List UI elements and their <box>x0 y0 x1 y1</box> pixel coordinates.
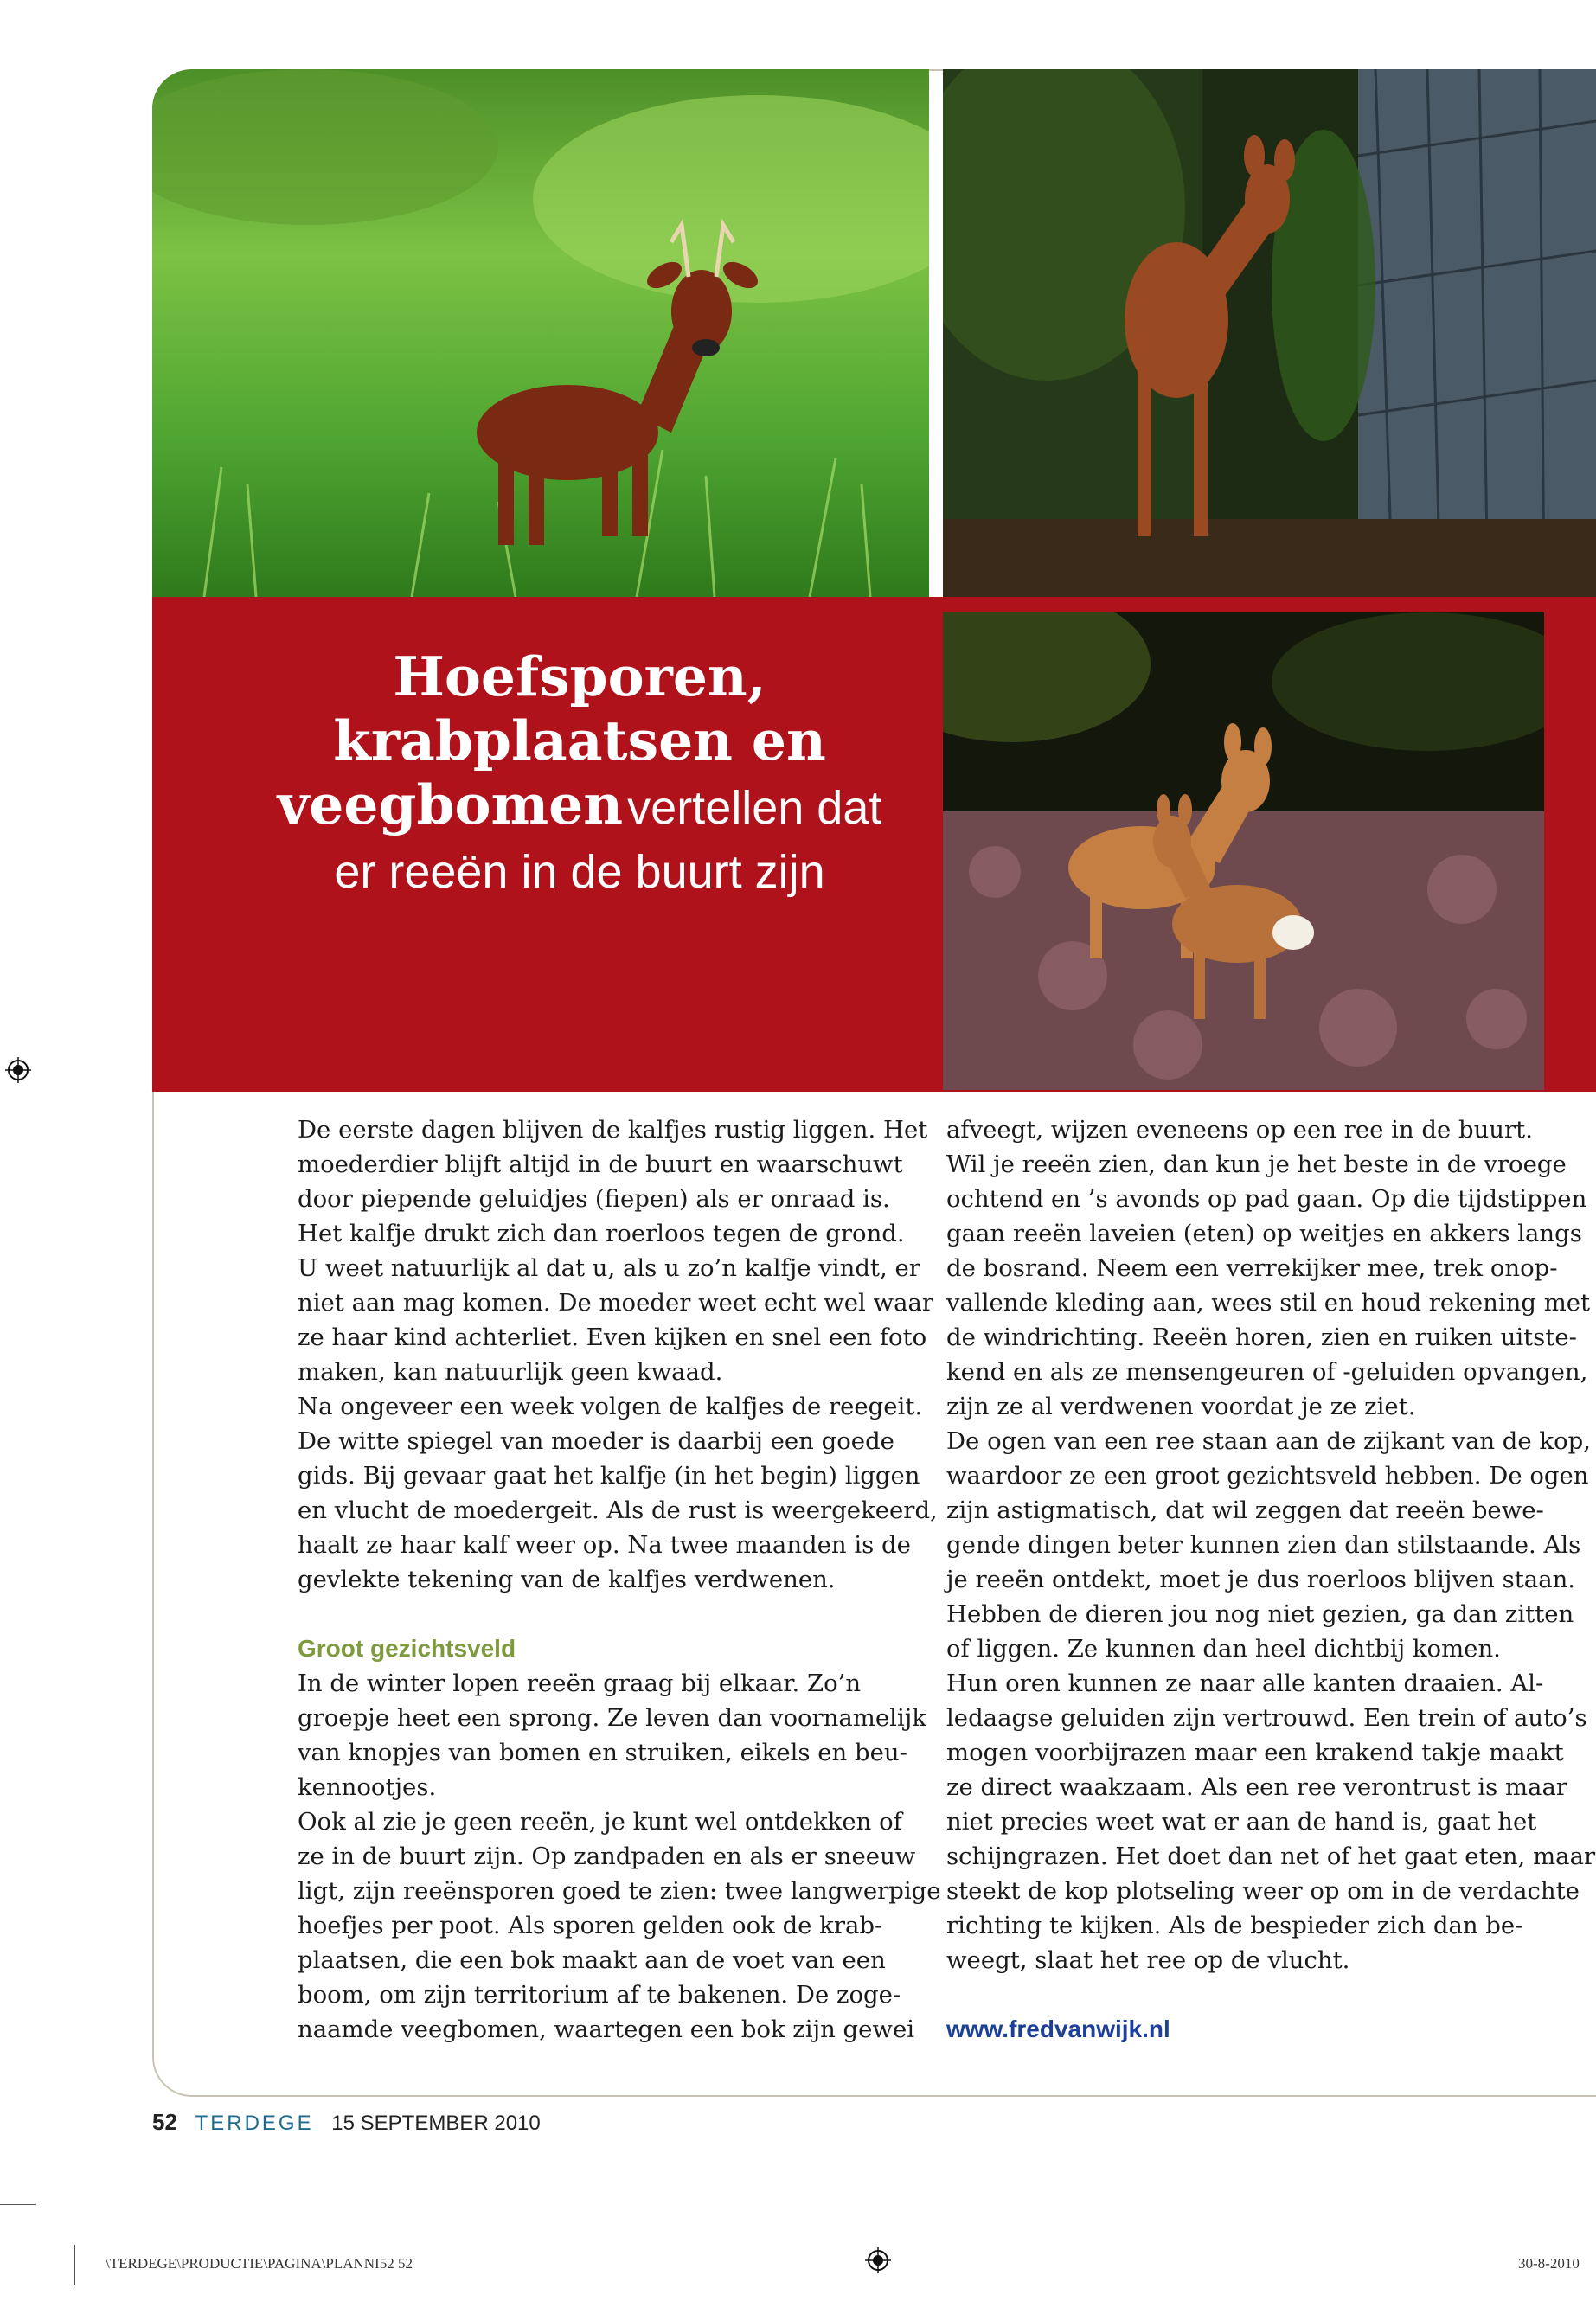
body-line: ledaagse geluiden zijn vertrouwd. Een trein of auto’s <box>946 1704 1587 1732</box>
body-line: je reeën ontdekt, moet je dus roerloos blijven staan. <box>946 1566 1576 1593</box>
website-link[interactable]: www.fredvanwijk.nl <box>946 2016 1170 2042</box>
body-line: De eerste dagen blijven de kalfjes rustig liggen. Het <box>298 1116 928 1144</box>
article-column-2 <box>946 1112 1596 2047</box>
body-line: vallende kleding aan, wees stil en houd rekening met <box>946 1289 1591 1317</box>
body-line: schijngrazen. Het doet dan net of het gaat eten, maar <box>946 1843 1596 1870</box>
body-line: Ook al zie je geen reeën, je kunt wel ontdekken of <box>298 1808 902 1836</box>
body-line: moederdier blijft altijd in de buurt en waarschuwt <box>298 1150 903 1178</box>
issue-date: 15 SEPTEMBER 2010 <box>331 2112 541 2135</box>
body-line: maken, kan natuurlijk geen kwaad. <box>298 1358 723 1386</box>
body-line: afveegt, wijzen eveneens op een ree in de buurt. <box>946 1116 1533 1144</box>
body-line: plaatsen, die een bok maakt aan de voet van een <box>298 1946 886 1974</box>
headline-line4: er reeën in de buurt zijn <box>334 846 825 898</box>
registration-mark-icon <box>865 2247 891 2273</box>
body-line: gaan reeën laveien (eten) op weitjes en akkers langs <box>946 1220 1582 1247</box>
headline-line2: krabplaatsen en <box>333 708 826 772</box>
body-line: gevlekte tekening van de kalfjes verdwenen. <box>298 1566 836 1593</box>
print-slug-path: \TERDEGE\PRODUCTIE\PAGINA\PLANNI52 52 <box>106 2255 413 2272</box>
body-line: haalt ze haar kalf weer op. Na twee maanden is de <box>298 1531 911 1559</box>
body-line: ligt, zijn reeënsporen goed te zien: twee langwerpige <box>298 1877 941 1905</box>
page-number: 52 <box>152 2109 177 2135</box>
body-line: De witte spiegel van moeder is daarbij een goede <box>298 1427 894 1455</box>
body-line: ze direct waakzaam. Als een ree verontrust is maar <box>946 1773 1567 1801</box>
print-slug-date: 30-8-2010 <box>1518 2255 1580 2272</box>
body-line: de bosrand. Neem een verrekijker mee, trek onop- <box>946 1254 1558 1282</box>
body-line: U weet natuurlijk al dat u, als u zo’n kalfje vindt, er <box>298 1254 920 1282</box>
body-line: gids. Bij gevaar gaat het kalfje (in het begin) liggen <box>298 1462 920 1490</box>
magazine-name: TERDEGE <box>195 2112 314 2135</box>
body-line: Na ongeveer een week volgen de kalfjes de reegeit. <box>298 1393 923 1420</box>
photo-doe-and-fawn-heather <box>943 612 1544 1090</box>
body-line: De ogen van een ree staan aan de zijkant van de kop, <box>946 1427 1591 1455</box>
body-line: kennootjes. <box>298 1773 437 1801</box>
body-line: de windrichting. Reeën horen, zien en ruiken uitste- <box>946 1324 1577 1351</box>
headline <box>199 644 960 904</box>
body-line: ze haar kind achterliet. Even kijken en snel een foto <box>298 1324 927 1351</box>
body-line: niet aan mag komen. De moeder weet echt wel waar <box>298 1289 934 1317</box>
body-line: zijn astigmatisch, dat wil zeggen dat reeën bewe- <box>946 1497 1544 1524</box>
crop-mark <box>0 2204 36 2205</box>
body-line: van knopjes van bomen en struiken, eikels en beu- <box>298 1739 907 1766</box>
headline-line3-light: vertellen dat <box>627 782 882 834</box>
body-line: ze in de buurt zijn. Op zandpaden en als er sneeuw <box>298 1843 916 1870</box>
page-footer <box>152 2109 541 2136</box>
body-line: groepje heet een sprong. Ze leven dan voornamelijk <box>298 1704 926 1732</box>
body-line: Hun oren kunnen ze naar alle kanten draaien. Al- <box>946 1670 1544 1697</box>
crop-mark <box>74 2245 75 2285</box>
body-line: niet precies weet wat er aan de hand is, gaat het <box>946 1808 1537 1836</box>
body-line: naamde veegbomen, waartegen een bok zijn gewei <box>298 2016 915 2043</box>
photo-deer-at-fence <box>943 69 1596 597</box>
headline-line3-bold: veegbomen <box>277 772 624 836</box>
body-line: ochtend en ’s avonds op pad gaan. Op die tijdstippen <box>946 1185 1587 1213</box>
registration-mark-icon <box>5 1057 31 1083</box>
subheading: Groot gezichtsveld <box>298 1635 516 1662</box>
article-column-1 <box>298 1112 941 2047</box>
body-line: In de winter lopen reeën graag bij elkaar. Zo’n <box>298 1670 862 1697</box>
body-line: of liggen. Ze kunnen dan heel dichtbij komen. <box>946 1635 1501 1663</box>
body-line: richting te kijken. Als de bespieder zich dan be- <box>946 1912 1523 1939</box>
body-line: door piepende geluidjes (fiepen) als er onraad is. <box>298 1185 890 1213</box>
body-line: gende dingen beter kunnen zien dan stilstaande. Als <box>946 1531 1581 1559</box>
body-line: kend en als ze mensengeuren of -geluiden opvangen, <box>946 1358 1588 1386</box>
body-line: zijn ze al verdwenen voordat je ze ziet. <box>946 1393 1416 1420</box>
body-line: mogen voorbijrazen maar een krakend takje maakt <box>946 1739 1564 1766</box>
headline-line1: Hoefsporen, <box>393 644 766 708</box>
body-line: boom, om zijn territorium af te bakenen. De zoge- <box>298 1981 901 2009</box>
body-line: Wil je reeën zien, dan kun je het beste in de vroege <box>946 1150 1567 1178</box>
body-line: Hebben de dieren jou nog niet gezien, ga dan zitten <box>946 1600 1574 1628</box>
body-line: weegt, slaat het ree op de vlucht. <box>946 1946 1350 1974</box>
body-line: Het kalfje drukt zich dan roerloos tegen de grond. <box>298 1220 905 1247</box>
photo-roebuck-meadow <box>152 69 929 597</box>
body-line: waardoor ze een groot gezichtsveld hebben. De ogen <box>946 1462 1589 1490</box>
body-line: hoefjes per poot. Als sporen gelden ook de krab- <box>298 1912 883 1939</box>
body-line: steekt de kop plotseling weer op om in de verdachte <box>946 1877 1580 1905</box>
body-line: en vlucht de moedergeit. Als de rust is weergekeerd, <box>298 1497 938 1524</box>
